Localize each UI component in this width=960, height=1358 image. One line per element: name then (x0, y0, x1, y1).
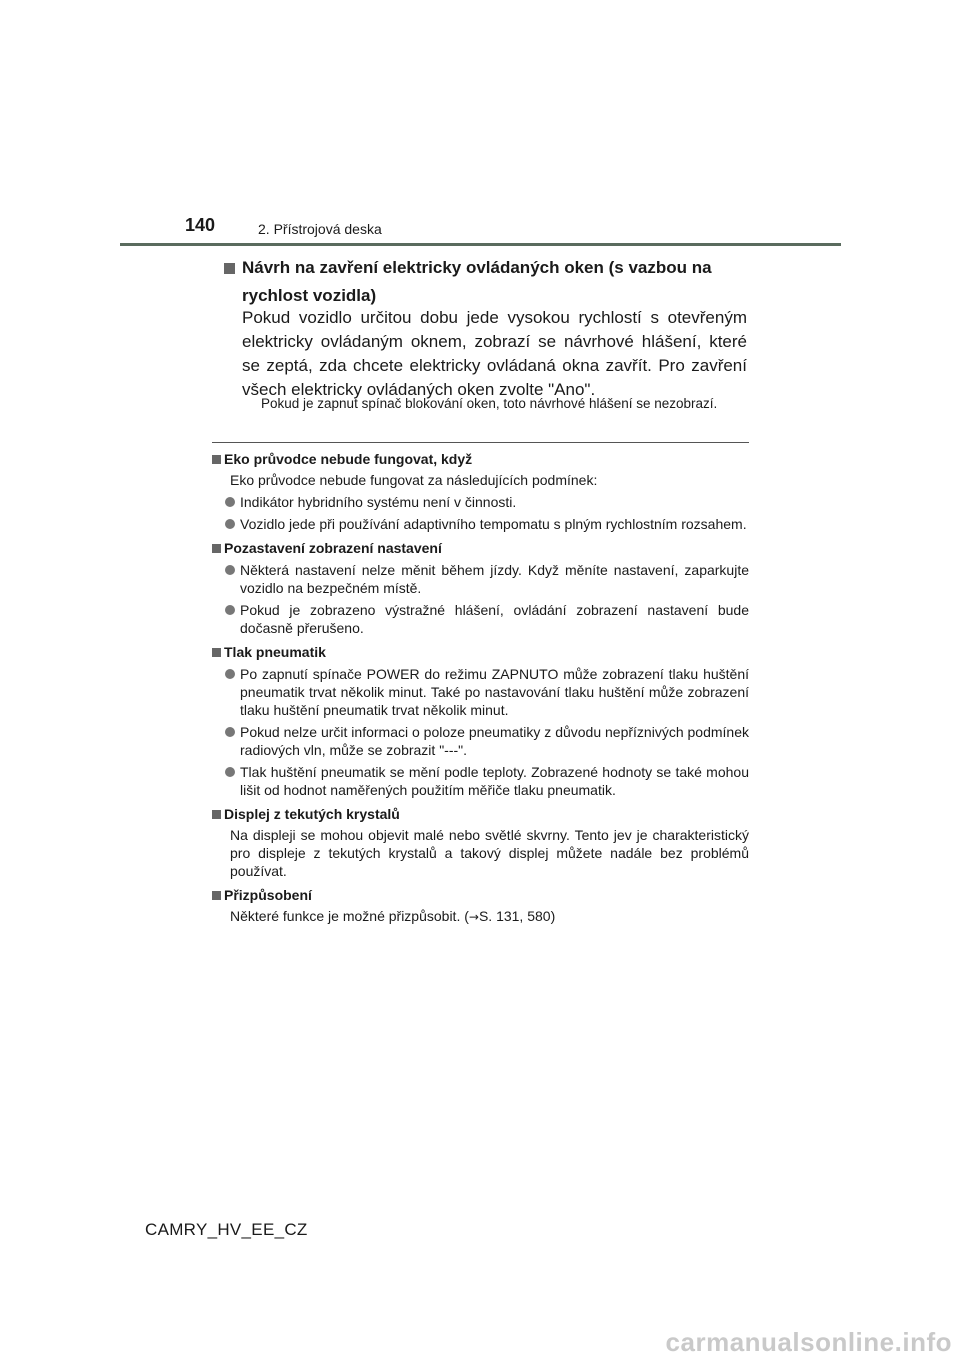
bullet-item (212, 515, 749, 533)
page-number: 140 (185, 215, 216, 235)
note-heading-text: Displej z tekutých krystalů (224, 806, 400, 822)
note-heading-text: Pozastavení zobrazení nastavení (224, 540, 442, 556)
note-text (212, 907, 749, 926)
note-text-prefix: Některé funkce je možné přizpůsobit. ( (230, 908, 469, 924)
bullet-dot-icon (225, 519, 235, 529)
note-heading-text: Přizpůsobení (224, 887, 312, 903)
bullet-text: Tlak huštění pneumatik se mění podle teploty. Zobrazené hodnoty se také mohou lišit od hodnot naměřených použitím měřiče tlaku pneumatik. (240, 764, 749, 798)
bullet-text: Některá nastavení nelze měnit během jízdy. Když měníte nastavení, zaparkujte vozidlo na bezpečném místě. (240, 562, 749, 596)
bullet-text: Po zapnutí spínače POWER do režimu ZAPNUTO může zobrazení tlaku huštění pneumatik trvat několik minut. Také po nastavování tlaku huštění může zobrazení tlaku huštění pneumatik trvat několik minut. (240, 666, 749, 718)
bullet-text: Vozidlo jede při používání adaptivního tempomatu s plným rychlostním rozsahem. (240, 516, 747, 532)
section-body: Pokud vozidlo určitou dobu jede vysokou rychlostí s otevřeným elektricky ovládaným oknem, zobrazí se návrhové hlášení, které se zeptá, zda chcete elektricky ovládaná okna zavřít. Pro zavření všech elektricky ovládaných oken zvolte "Ano". (242, 308, 747, 399)
note-heading (212, 450, 749, 468)
bullet-item (212, 723, 749, 759)
header-rule (120, 243, 841, 246)
note-heading-text: Eko průvodce nebude fungovat, když (224, 451, 473, 467)
bullet-item (212, 601, 749, 637)
bullet-dot-icon (225, 497, 235, 507)
chapter-title: 2. Přístrojová deska (258, 221, 382, 237)
watermark: carmanualsonline.info (665, 1327, 952, 1357)
bullet-dot-icon (225, 727, 235, 737)
section-divider (212, 442, 749, 443)
square-marker-icon (212, 455, 221, 464)
bullet-text: Indikátor hybridního systému není v činnosti. (240, 494, 517, 510)
square-marker-icon (212, 544, 221, 553)
note-heading (212, 805, 749, 823)
bullet-text: Pokud nelze určit informaci o poloze pneumatiky z důvodu nepříznivých podmínek radiových vln, může se zobrazit "---". (240, 724, 749, 758)
note-eco-guide (212, 450, 749, 533)
section-note: Pokud je zapnut spínač blokování oken, toto návrhové hlášení se nezobrazí. (261, 396, 718, 411)
bullet-item (212, 561, 749, 597)
bullet-text: Pokud je zobrazeno výstražné hlášení, ovládání zobrazení nastavení bude dočasně přerušeno. (240, 602, 749, 636)
arrow-right-icon: → (468, 910, 479, 924)
bullet-dot-icon (225, 767, 235, 777)
bullet-item (212, 763, 749, 799)
bullet-item (212, 493, 749, 511)
note-settings-display (212, 539, 749, 637)
square-marker-icon (212, 891, 221, 900)
square-marker-icon (224, 263, 235, 274)
note-heading (212, 539, 749, 557)
note-tire-pressure (212, 643, 749, 799)
page-reference-link[interactable]: S. 131, 580) (478, 908, 556, 924)
bullet-item (212, 665, 749, 719)
note-lcd (212, 805, 749, 880)
note-heading-text: Tlak pneumatik (224, 644, 326, 660)
note-text: Na displeji se mohou objevit malé nebo světlé skvrny. Tento jev je charakteristický pro displeje z tekutých krystalů a takový displej můžete nadále bez problémů používat. (230, 827, 749, 879)
notes-list (212, 450, 749, 932)
note-text: Eko průvodce nebude fungovat za následujících podmínek: (230, 472, 598, 488)
bullet-dot-icon (225, 605, 235, 615)
square-marker-icon (212, 648, 221, 657)
section-heading (222, 254, 754, 310)
document-id: CAMRY_HV_EE_CZ (145, 1220, 308, 1239)
note-heading (212, 886, 749, 904)
bullet-dot-icon (225, 669, 235, 679)
note-customization (212, 886, 749, 926)
bullet-dot-icon (225, 565, 235, 575)
note-heading (212, 643, 749, 661)
square-marker-icon (212, 810, 221, 819)
section-heading-text: Návrh na zavření elektricky ovládaných oken (s vazbou na rychlost vozidla) (242, 258, 712, 305)
